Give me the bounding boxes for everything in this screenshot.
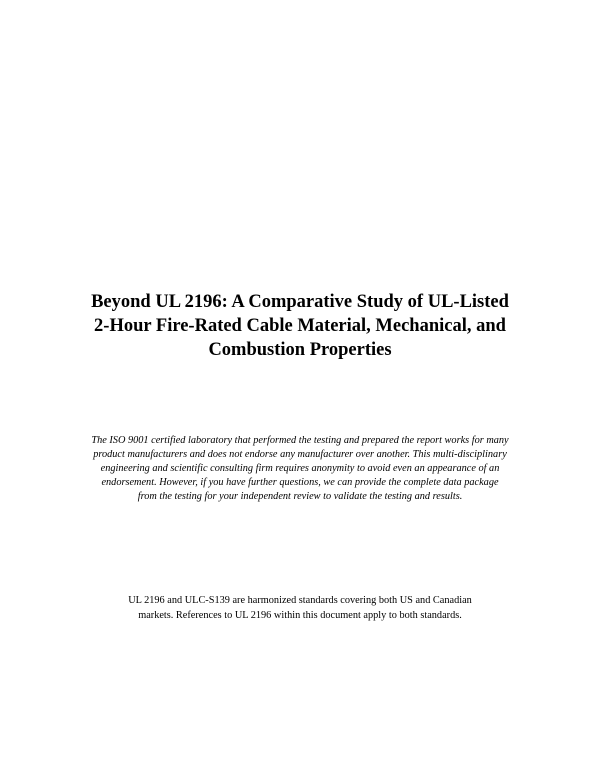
disclaimer-line-3: engineering and scientific consulting firm requires anonymity to avoid even an appearance of an — [100, 463, 500, 474]
title-line-2: 2-Hour Fire-Rated Cable Material, Mechanical, and — [94, 316, 506, 336]
standards-note — [40, 593, 560, 623]
disclaimer-line-2: product manufacturers and does not endorse any manufacturer over another. This multi-disciplinary — [93, 449, 507, 460]
note-line-1: UL 2196 and ULC-S139 are harmonized standards covering both US and Canadian — [128, 595, 472, 606]
title-line-3: Combustion Properties — [208, 340, 392, 360]
title-line-1: Beyond UL 2196: A Comparative Study of UL-Listed — [91, 292, 509, 312]
disclaimer-paragraph — [40, 434, 560, 504]
document-title — [40, 290, 560, 362]
note-line-2: markets. References to UL 2196 within this document apply to both standards. — [138, 610, 462, 621]
disclaimer-line-5: from the testing for your independent review to validate the testing and results. — [137, 491, 463, 502]
disclaimer-line-1: The ISO 9001 certified laboratory that performed the testing and prepared the report works for many — [91, 435, 509, 446]
disclaimer-line-4: endorsement. However, if you have further questions, we can provide the complete data package — [101, 477, 499, 488]
